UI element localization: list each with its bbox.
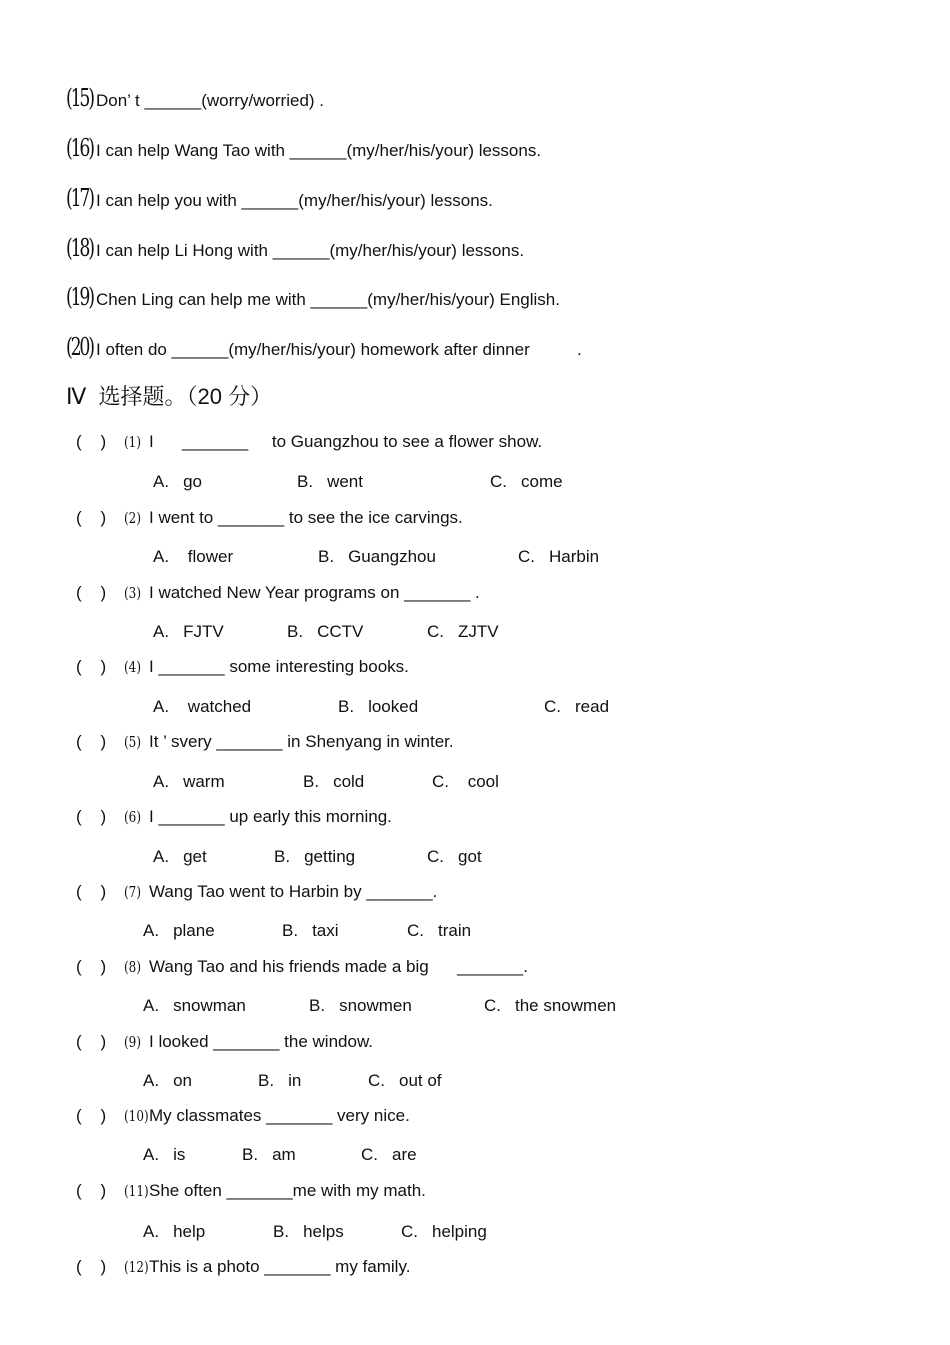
option-c (407, 921, 471, 941)
fill-item-20 (66, 333, 582, 363)
option-a (143, 1145, 185, 1165)
answer-blank: ( ) (76, 1257, 107, 1276)
option-letter: A. (153, 697, 170, 716)
answer-blank: ( ) (76, 583, 107, 602)
option-c (401, 1222, 487, 1242)
option-letter: C. (490, 472, 507, 491)
question-text: I went to _______ to see the ice carvings. (149, 508, 463, 527)
question-8 (76, 957, 528, 983)
options-9 (143, 1071, 643, 1097)
options-5 (153, 772, 653, 798)
option-letter: A. (153, 847, 170, 866)
question-text: My classmates _______ very nice. (149, 1106, 410, 1125)
option-a (143, 1222, 205, 1242)
option-letter: B. (274, 847, 291, 866)
option-letter: B. (258, 1071, 275, 1090)
option-a (153, 472, 202, 492)
section-title: Ⅳ 选择题。（20 分） (66, 384, 273, 409)
option-letter: B. (297, 472, 314, 491)
option-text: FJTV (183, 622, 224, 641)
question-10 (76, 1106, 410, 1132)
option-a (143, 996, 246, 1016)
fill-item-17 (66, 184, 493, 214)
fill-item-15 (66, 84, 324, 114)
option-letter: B. (273, 1222, 290, 1241)
question-number: (4) (124, 658, 141, 676)
option-text: am (272, 1145, 296, 1164)
option-text: snowman (173, 996, 246, 1015)
option-c (432, 772, 499, 792)
answer-blank: ( ) (76, 432, 107, 451)
option-b (258, 1071, 301, 1091)
answer-blank: ( ) (76, 1181, 107, 1200)
option-c (490, 472, 563, 492)
question-text: She often _______me with my math. (149, 1181, 426, 1200)
question-number: (5) (124, 733, 141, 751)
option-letter: B. (303, 772, 320, 791)
question-number: (12) (124, 1258, 149, 1276)
options-10 (143, 1145, 643, 1171)
fill-item-text: I often do ______(my/her/his/your) homework after dinner . (96, 340, 582, 359)
option-text: the snowmen (515, 996, 617, 1015)
options-6 (153, 847, 653, 873)
option-text: cold (333, 772, 365, 791)
question-9 (76, 1032, 373, 1058)
option-text: Harbin (549, 547, 600, 566)
option-letter: A. (143, 921, 160, 940)
option-a (153, 547, 233, 567)
option-c (518, 547, 599, 567)
option-a (153, 847, 207, 867)
option-text: ZJTV (458, 622, 499, 641)
question-text: I _______ to Guangzhou to see a flower show. (149, 432, 543, 451)
option-letter: B. (309, 996, 326, 1015)
question-number: (3) (124, 584, 141, 602)
fill-item-text: I can help Li Hong with ______(my/her/his/your) lessons. (96, 241, 525, 260)
options-2 (153, 547, 653, 573)
options-8 (143, 996, 643, 1022)
fill-item-number: (20) (66, 333, 93, 361)
option-b (282, 921, 339, 941)
question-11 (76, 1181, 426, 1207)
option-text: come (521, 472, 563, 491)
options-1 (153, 472, 653, 498)
question-text: I watched New Year programs on _______ . (149, 583, 480, 602)
fill-item-number: (19) (66, 283, 93, 311)
option-letter: A. (153, 772, 170, 791)
option-letter: C. (407, 921, 424, 940)
question-number: (2) (124, 509, 141, 527)
option-b (338, 697, 418, 717)
question-text: Wang Tao and his friends made a big _______. (149, 957, 528, 976)
question-1 (76, 432, 542, 458)
option-text: went (327, 472, 363, 491)
option-c (361, 1145, 417, 1165)
option-text: snowmen (339, 996, 412, 1015)
option-text: flower (183, 547, 234, 566)
fill-item-number: (16) (66, 134, 93, 162)
fill-item-16 (66, 134, 541, 164)
option-c (427, 622, 499, 642)
option-letter: A. (143, 1145, 160, 1164)
answer-blank: ( ) (76, 657, 107, 676)
option-text: helps (303, 1222, 344, 1241)
question-6 (76, 807, 392, 833)
option-text: read (575, 697, 610, 716)
options-4 (153, 697, 653, 723)
options-3 (153, 622, 653, 648)
option-c (544, 697, 609, 717)
question-text: I _______ some interesting books. (149, 657, 409, 676)
question-number: (8) (124, 958, 141, 976)
option-b (273, 1222, 344, 1242)
option-c (484, 996, 616, 1016)
option-letter: A. (143, 1222, 160, 1241)
option-text: train (438, 921, 472, 940)
question-number: (6) (124, 808, 141, 826)
question-text: I looked _______ the window. (149, 1032, 374, 1051)
option-letter: C. (544, 697, 561, 716)
fill-item-text: I can help Wang Tao with ______(my/her/his/your) lessons. (96, 141, 542, 160)
option-text: Guangzhou (348, 547, 436, 566)
answer-blank: ( ) (76, 508, 107, 527)
option-letter: B. (338, 697, 355, 716)
option-c (427, 847, 482, 867)
question-number: (9) (124, 1033, 141, 1051)
option-text: cool (463, 772, 499, 791)
fill-item-number: (18) (66, 234, 93, 262)
option-text: in (288, 1071, 302, 1090)
answer-blank: ( ) (76, 807, 107, 826)
fill-item-19 (66, 283, 560, 313)
answer-blank: ( ) (76, 1106, 107, 1125)
fill-item-18 (66, 234, 524, 264)
option-text: CCTV (317, 622, 364, 641)
option-letter: C. (368, 1071, 385, 1090)
question-text: It ’ svery _______ in Shenyang in winter. (149, 732, 454, 751)
question-number: (7) (124, 883, 141, 901)
option-text: got (458, 847, 482, 866)
option-letter: A. (153, 547, 170, 566)
option-text: help (173, 1222, 206, 1241)
fill-item-text: Chen Ling can help me with ______(my/her/his/your) English. (96, 290, 560, 309)
option-b (297, 472, 363, 492)
option-letter: B. (287, 622, 304, 641)
fill-item-number: (17) (66, 184, 93, 212)
question-7 (76, 882, 437, 908)
option-letter: C. (427, 847, 444, 866)
option-letter: A. (143, 1071, 160, 1090)
option-text: warm (183, 772, 225, 791)
option-text: are (392, 1145, 417, 1164)
question-text: Wang Tao went to Harbin by _______. (149, 882, 438, 901)
question-4 (76, 657, 409, 683)
option-letter: A. (143, 996, 160, 1015)
fill-item-text: Don’ t ______(worry/worried) . (96, 91, 325, 110)
option-letter: C. (427, 622, 444, 641)
option-letter: C. (484, 996, 501, 1015)
option-letter: C. (361, 1145, 378, 1164)
question-text: I _______ up early this morning. (149, 807, 392, 826)
option-text: plane (173, 921, 215, 940)
question-2 (76, 508, 463, 534)
option-text: get (183, 847, 207, 866)
option-letter: A. (153, 472, 170, 491)
question-text: This is a photo _______ my family. (149, 1257, 411, 1276)
option-b (287, 622, 363, 642)
option-text: go (183, 472, 202, 491)
option-a (153, 697, 251, 717)
fill-item-text: I can help you with ______(my/her/his/your) lessons. (96, 191, 493, 210)
option-c (368, 1071, 442, 1091)
question-12 (76, 1257, 410, 1283)
option-a (143, 921, 215, 941)
option-text: taxi (312, 921, 339, 940)
option-letter: B. (318, 547, 335, 566)
option-b (303, 772, 364, 792)
option-text: looked (368, 697, 419, 716)
option-text: getting (304, 847, 356, 866)
options-7 (143, 921, 643, 947)
option-text: out of (399, 1071, 442, 1090)
option-letter: C. (518, 547, 535, 566)
question-number: (1) (124, 433, 141, 451)
option-b (274, 847, 355, 867)
option-text: helping (432, 1222, 487, 1241)
answer-blank: ( ) (76, 1032, 107, 1051)
option-letter: C. (432, 772, 449, 791)
option-b (318, 547, 436, 567)
option-b (309, 996, 412, 1016)
question-3 (76, 583, 480, 609)
option-text: watched (183, 697, 252, 716)
option-a (153, 622, 224, 642)
option-text: is (173, 1145, 186, 1164)
option-letter: B. (282, 921, 299, 940)
question-number: (11) (124, 1182, 149, 1200)
option-letter: B. (242, 1145, 259, 1164)
question-number: (10) (124, 1107, 149, 1125)
fill-item-number: (15) (66, 84, 93, 112)
option-b (242, 1145, 296, 1165)
option-letter: A. (153, 622, 170, 641)
option-a (143, 1071, 192, 1091)
option-text: on (173, 1071, 192, 1090)
options-11 (143, 1222, 643, 1248)
answer-blank: ( ) (76, 882, 107, 901)
option-letter: C. (401, 1222, 418, 1241)
answer-blank: ( ) (76, 957, 107, 976)
question-5 (76, 732, 454, 758)
answer-blank: ( ) (76, 732, 107, 751)
option-a (153, 772, 225, 792)
